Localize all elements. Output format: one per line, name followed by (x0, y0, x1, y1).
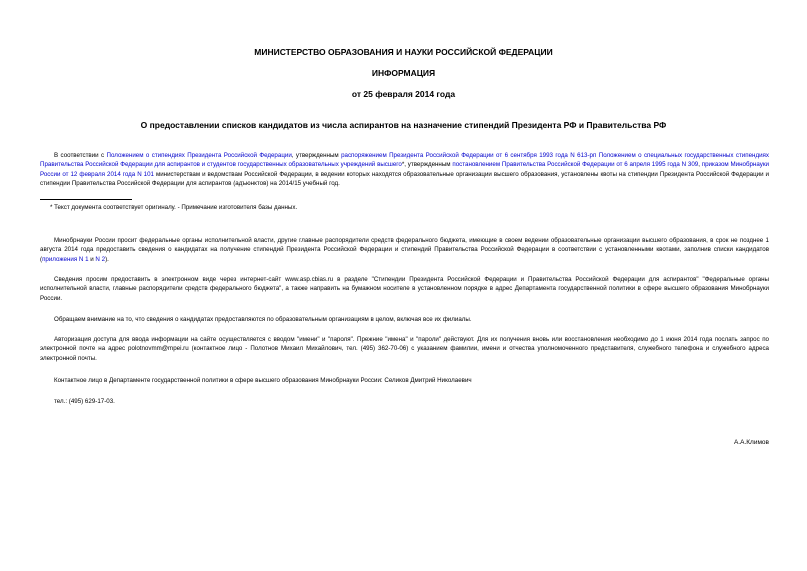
paragraph-phone: тел.: (495) 629-17-03. (54, 398, 115, 405)
intro-text-1: В соответствии с (54, 152, 107, 159)
paragraph-request (40, 236, 769, 264)
link-government-resolution[interactable]: постановлением Правительства Российской Федерации от 6 апреля 1995 года N 309 (452, 161, 699, 169)
ministry-heading: МИНИСТЕРСТВО ОБРАЗОВАНИЯ И НАУКИ РОССИЙСКОЙ ФЕДЕРАЦИИ (254, 47, 553, 57)
link-presidential-order[interactable]: распоряжением Президента Российской Федерации от 6 сентября 1993 года N 613-рп (341, 152, 597, 159)
doc-date: от 25 февраля 2014 года (351, 89, 456, 99)
link-appendix-1[interactable]: приложения N 1 (42, 255, 89, 263)
intro-text-6: министерствам и ведомствам Российской Федерации, в ведении которых находятся образовательные организации высшего образования, установлены квоты на стипендии Президента Российской Федерации и стипендии Правительства Российской Федерации для аспирантов (адъюнктов) на 2014/15 учебный год. (40, 170, 769, 188)
intro-text-4: *, утвержденным (401, 161, 453, 169)
signature: А.А.Климов (733, 439, 769, 446)
paragraph-submission: Сведения просим предоставить в электронном виде через интернет-сайт www.asp.cbias.ru в разделе "Стипендии Президента Российской Федерации и Правительства Российской Федерации для аспирантов" "Федеральные органы исполнительной власти, главные распорядители средств федерального бюджета", а также направить на бумажном носителе в установленном порядке в адрес Департамента государственной политики в сфере высшего образования Минобрнауки России. (40, 276, 769, 302)
p2-and: и (88, 255, 96, 263)
p2-text: Минобрнауки России просит федеральные органы исполнительной власти, другие главные распорядители средств федерального бюджета, имеющие в своем ведении образовательные организации высшего образования, в срок не позднее 1 августа 2014 года предоставить сведения о кандидатах на получение стипендий Президента Российской Федерации и стипендий Правительства Российской Федерации в соответствии с установленными квотами, заполнив списки кандидатов ( (40, 237, 769, 263)
link-ministry-order[interactable]: приказом Минобрнауки России от 12 февраля 2014 года N 101 (40, 161, 769, 178)
paragraph-contact: Контактное лицо в Департаменте государственной политики в сфере высшего образования Минобрнауки России: Селиков Дмитрий Николаевич (54, 377, 472, 384)
footnote-divider (40, 199, 132, 200)
link-special-stipends-regulation[interactable]: Положением о специальных государственных стипендиях Правительства Российской Федерации для аспирантов и студентов государственных образовательных учреждений высшего (40, 152, 769, 169)
link-stipend-regulation[interactable]: Положением о стипендиях Президента Российской Федерации (106, 152, 292, 159)
intro-text-2: , утвержденным (291, 152, 342, 159)
link-appendix-2[interactable]: N 2 (95, 255, 106, 263)
paragraph-notice: Обращаем внимание на то, что сведения о кандидатах предоставляются по образовательным организациям в целом, включая все их филиалы. (54, 316, 472, 323)
intro-text-5: , (698, 161, 702, 169)
paragraph-authorization: Авторизация доступа для ввода информации на сайте осуществляется с вводом "имени" и "пароля". Прежние "имена" и "пароли" действуют. Для их получения вновь или восстановления необходимо до 1 июня 2014 года послать запрос по электронной почте на адрес polotnovmm@mpei.ru (контактное лицо - Полотнов Михаил Михайлович, тел. (495) 362-70-06) с указанием фамилии, имени и отчества уполномоченного представителя, служебного телефона и служебного адреса электронной почты. (40, 336, 769, 362)
footnote: * Текст документа соответствует оригиналу. - Примечание изготовителя базы данных. (50, 204, 298, 211)
doc-type-heading: ИНФОРМАЦИЯ (371, 68, 436, 78)
intro-paragraph (40, 151, 769, 189)
p2-end: ). (105, 255, 109, 263)
document-title: О предоставлении списков кандидатов из числа аспирантов на назначение стипендий Президента РФ и Правительства РФ (140, 120, 667, 130)
